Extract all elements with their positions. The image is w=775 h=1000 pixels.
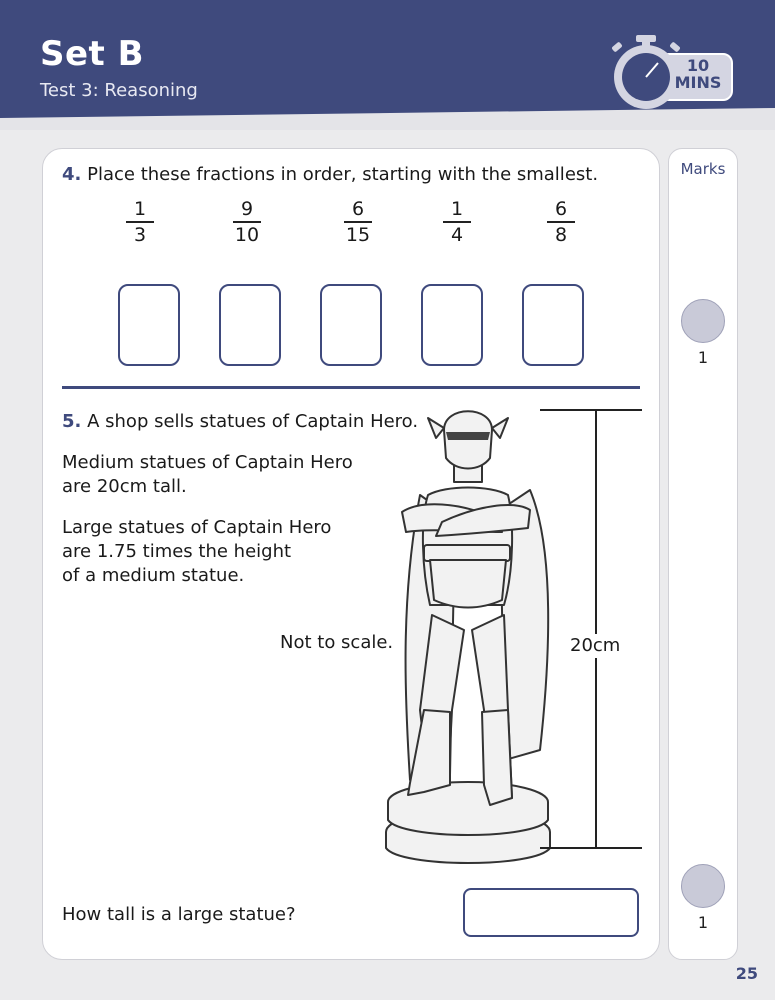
mark-value-q4: 1 — [697, 348, 709, 367]
question-4 — [62, 163, 598, 187]
answer-box-4[interactable] — [421, 284, 483, 366]
fraction-bar — [443, 221, 471, 223]
fraction-3 — [338, 198, 378, 246]
timer-value: 10 — [686, 56, 710, 75]
fraction-4 — [437, 198, 477, 246]
large-line-1: Large statues of Captain Hero — [62, 517, 332, 538]
medium-line-2: are 20cm tall. — [62, 476, 187, 497]
fraction-numerator: 6 — [351, 198, 365, 220]
timer-unit: MINS — [674, 73, 722, 92]
large-line-2: are 1.75 times the height — [62, 541, 292, 562]
fraction-bar — [547, 221, 575, 223]
question-5-number: 5. — [62, 411, 82, 432]
question-4-text: Place these fractions in order, starting with the smallest. — [87, 164, 599, 185]
fraction-bar — [233, 221, 261, 223]
fraction-denominator: 4 — [450, 223, 464, 246]
medium-statue-info — [62, 451, 353, 499]
fraction-bar — [126, 221, 154, 223]
mark-checkbox-q4[interactable] — [681, 299, 725, 343]
fraction-numerator: 6 — [554, 198, 568, 220]
fraction-5 — [541, 198, 581, 246]
fraction-denominator: 3 — [133, 223, 147, 246]
answer-box-3[interactable] — [320, 284, 382, 366]
answer-box-q5[interactable] — [463, 888, 639, 937]
timer-label — [666, 57, 730, 91]
fraction-1 — [120, 198, 160, 246]
page-number: 25 — [735, 964, 758, 983]
fraction-numerator: 1 — [133, 198, 147, 220]
page-subtitle: Test 3: Reasoning — [40, 80, 198, 101]
question-5 — [62, 410, 418, 434]
scale-note: Not to scale. — [280, 632, 394, 653]
question-divider — [62, 386, 640, 389]
fraction-2 — [227, 198, 267, 246]
fraction-bar — [344, 221, 372, 223]
large-statue-info — [62, 516, 331, 588]
fraction-denominator: 15 — [345, 223, 371, 246]
answer-box-2[interactable] — [219, 284, 281, 366]
height-measure-line — [538, 404, 646, 856]
marks-label: Marks — [680, 160, 726, 178]
mark-checkbox-q5[interactable] — [681, 864, 725, 908]
answer-box-1[interactable] — [118, 284, 180, 366]
question-4-number: 4. — [62, 164, 82, 185]
fraction-numerator: 9 — [240, 198, 254, 220]
answer-box-5[interactable] — [522, 284, 584, 366]
large-line-3: of a medium statue. — [62, 565, 245, 586]
fraction-denominator: 8 — [554, 223, 568, 246]
page-title: Set B — [40, 34, 145, 74]
height-label: 20cm — [566, 634, 624, 658]
question-5-prompt: How tall is a large statue? — [62, 904, 296, 925]
question-5-intro: A shop sells statues of Captain Hero. — [87, 411, 419, 432]
fraction-numerator: 1 — [450, 198, 464, 220]
mark-value-q5: 1 — [697, 913, 709, 932]
fraction-denominator: 10 — [234, 223, 260, 246]
medium-line-1: Medium statues of Captain Hero — [62, 452, 353, 473]
marks-column — [668, 148, 738, 960]
